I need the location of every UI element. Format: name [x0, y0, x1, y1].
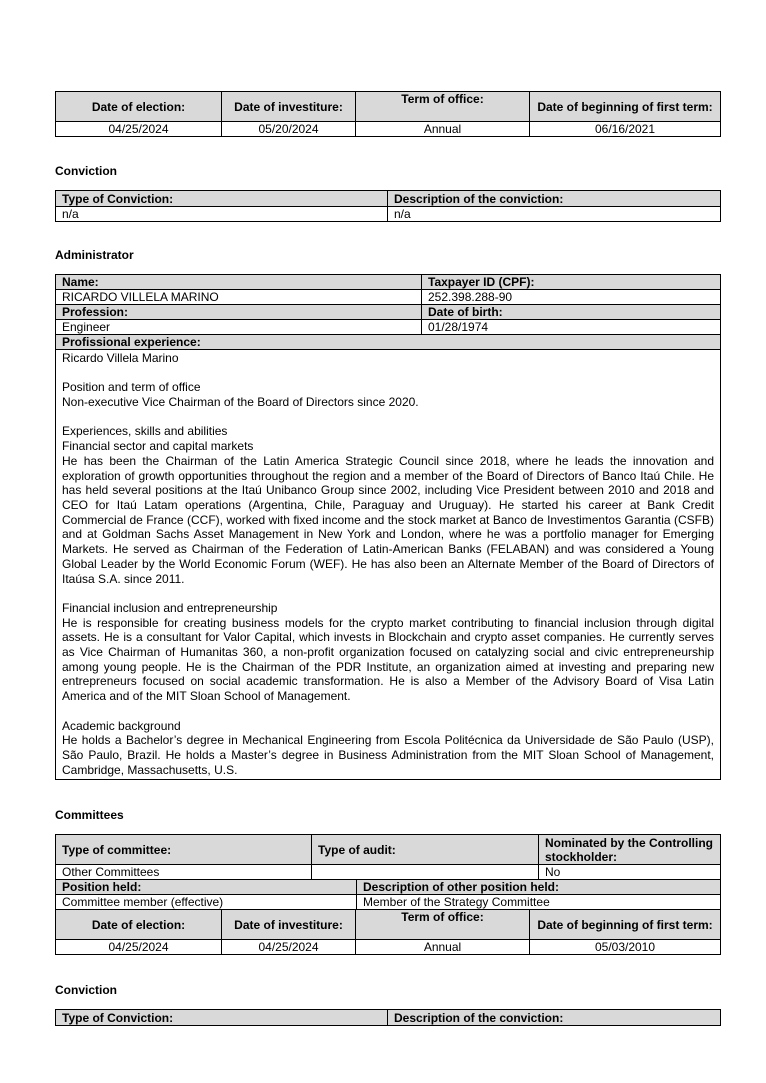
header-description-conviction: Description of the conviction:: [388, 191, 721, 207]
committees-table: [55, 834, 721, 880]
value-date-first-term: 05/03/2010: [530, 940, 721, 955]
experience-heading-inclusion: Financial inclusion and entrepreneurship: [62, 600, 278, 615]
label-cpf: Taxpayer ID (CPF):: [422, 275, 721, 290]
value-date-of-birth: 01/28/1974: [422, 320, 721, 335]
value-date-of-investiture: 05/20/2024: [222, 122, 356, 137]
value-term-of-office: Annual: [356, 940, 530, 955]
professional-experience-text: [56, 350, 721, 780]
label-type-of-audit: Type of audit:: [312, 835, 539, 865]
experience-name: Ricardo Villela Marino: [62, 351, 179, 365]
conviction-table: [55, 190, 721, 222]
conviction-table-2: [55, 1009, 721, 1026]
header-date-of-election: Date of election:: [56, 92, 222, 122]
label-nominated-by-controlling: Nominated by the Controlling stockholder:: [539, 835, 721, 865]
experience-paragraph-inclusion: He is responsible for creating business models for the crypto market contributing to financial inclusion through digital assets. He is a consultant for Valor Capital, which invests in Blockchain and crypto asset companies. He currently serves as Vice Chairman of Humanitas 360, a non-profit organization focused on catalyzing social and civic entrepreneurship among young people. He is the Chairman of the PDR Institute, an organization aimed at investing and preparing new entrepreneurs focused on social academic transformation. He is also a Member of the Advisory Board of Visa Latin America and of the MIT Sloan School of Management.: [62, 615, 714, 704]
value-term-of-office: Annual: [356, 122, 530, 137]
header-date-first-term: Date of beginning of first term:: [530, 910, 721, 940]
label-profession: Profession:: [56, 305, 422, 320]
header-type-of-conviction: Type of Conviction:: [56, 1010, 388, 1026]
header-date-of-investiture: Date of investiture:: [222, 910, 356, 940]
experience-heading-position: Position and term of office: [62, 380, 201, 395]
experience-heading-academic: Academic background: [62, 718, 181, 733]
experience-subheading-financial: Financial sector and capital markets: [62, 439, 254, 454]
header-date-of-investiture: Date of investiture:: [222, 92, 356, 122]
label-professional-experience: Profissional experience:: [56, 335, 721, 350]
header-term-of-office: Term of office:: [356, 92, 530, 122]
experience-paragraph-academic: He holds a Bachelor’s degree in Mechanical Engineering from Escola Politécnica da Universidade de São Paulo (USP), São Paulo, Brazil. He holds a Master’s degree in Business Administration from the MIT Sloan School of Management, Cambridge, Massachusetts, U.S.: [62, 733, 714, 777]
term-table: [55, 91, 721, 137]
value-type-of-conviction: n/a: [56, 207, 388, 222]
value-date-of-investiture: 04/25/2024: [222, 940, 356, 955]
value-date-of-election: 04/25/2024: [56, 940, 222, 955]
value-date-of-election: 04/25/2024: [56, 122, 222, 137]
header-date-of-election: Date of election:: [56, 910, 222, 940]
committees-term-table: [55, 909, 721, 955]
experience-position: Non-executive Vice Chairman of the Board of Directors since 2020.: [62, 395, 419, 410]
section-title-conviction: Conviction: [55, 164, 117, 178]
value-cpf: 252.398.288-90: [422, 290, 721, 305]
value-nominated: No: [539, 865, 721, 880]
value-position-held: Committee member (effective): [56, 895, 357, 910]
header-date-first-term: Date of beginning of first term:: [530, 92, 721, 122]
section-title-administrator: Administrator: [55, 248, 134, 262]
header-term-of-office: Term of office:: [356, 910, 530, 940]
label-name: Name:: [56, 275, 422, 290]
value-name: RICARDO VILLELA MARINO: [56, 290, 422, 305]
administrator-table: [55, 274, 721, 780]
value-profession: Engineer: [56, 320, 422, 335]
value-description-conviction: n/a: [388, 207, 721, 222]
experience-paragraph-financial: He has been the Chairman of the Latin America Strategic Council since 2018, where he leads the innovation and exploration of growth opportunities throughout the region and a member of the Board of Directors of Banco Itaú Chile. He has held several positions at the Itaú Unibanco Group since 2002, including Vice President between 2010 and 2018 and CEO for Itaú Latam operations (Argentina, Chile, Paraguay and Uruguay). He started his career at Bank Credit Commercial de France (CCF), worked with fixed income and the stock market at Banco de Investimentos Garantia (CSFB) and at Goldman Sachs Asset Management in New York and London, where he was a portfolio manager for Emerging Markets. He served as Chairman of the Federation of Latin-American Banks (FELABAN) and was considered a Young Global Leader by the World Economic Forum (WEF). He has also been an Alternate Member of the Board of Directors of Itaúsa S.A. since 2011.: [62, 453, 714, 586]
label-other-position: Description of other position held:: [357, 880, 721, 895]
value-date-first-term: 06/16/2021: [530, 122, 721, 137]
label-type-of-committee: Type of committee:: [56, 835, 312, 865]
header-type-of-conviction: Type of Conviction:: [56, 191, 388, 207]
label-date-of-birth: Date of birth:: [422, 305, 721, 320]
label-position-held: Position held:: [56, 880, 357, 895]
value-type-of-committee: Other Committees: [56, 865, 312, 880]
value-other-position: Member of the Strategy Committee: [357, 895, 721, 910]
committees-position-table: [55, 879, 721, 910]
header-description-conviction: Description of the conviction:: [388, 1010, 721, 1026]
experience-heading-skills: Experiences, skills and abilities: [62, 424, 228, 439]
value-type-of-audit: [312, 865, 539, 880]
section-title-committees: Committees: [55, 808, 124, 822]
section-title-conviction-2: Conviction: [55, 983, 117, 997]
